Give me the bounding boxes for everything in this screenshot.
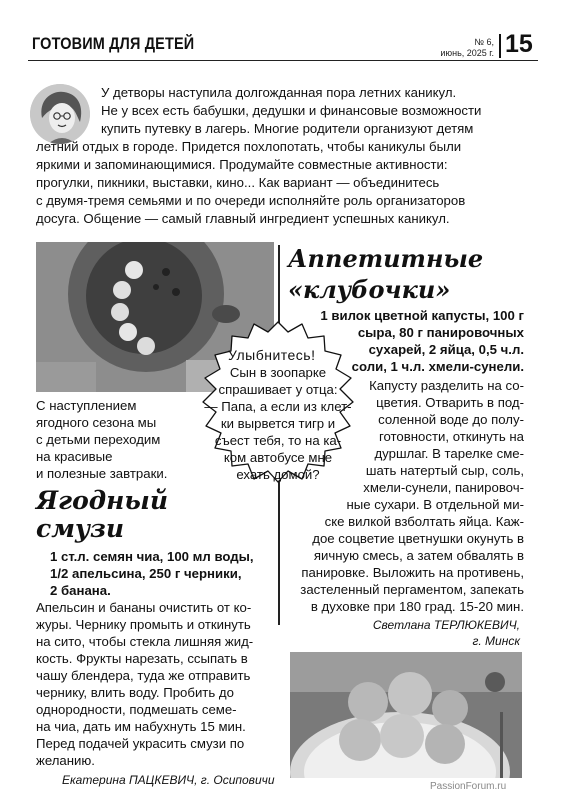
intro-line: летний отдых в городе. Придется похлопотать, чтобы каникулы были [36,139,462,154]
recipe-title: Аппетитные [288,244,484,273]
issue-info [432,37,494,59]
recipe-body-line: дуршлаг. В тарелке сме- [374,446,524,461]
joke-line: съест тебя, то на ка- [214,433,342,448]
recipe-body-line: цветия. Отварить в под- [376,395,524,410]
author-city: г. Минск [472,634,520,648]
joke-bubble-shape [178,314,378,514]
intro-caption-line: ягодного сезона мы [36,415,157,430]
intro-line: купить путевку в лагерь. Многие родители организуют детям [101,121,474,136]
section-title: ГОТОВИМ ДЛЯ ДЕТЕЙ [32,34,195,53]
intro-line: У детворы наступила долгожданная пора летних каникул. [101,85,457,100]
recipe-body-line: ске вилкой взболтать яйца. Каж- [324,514,524,529]
issue-number: № 6, [474,37,494,47]
header-rule [28,60,538,61]
cauliflower-balls-photo [290,652,522,778]
joke-line: ехать домой? [236,467,320,482]
joke-line: ки вырвется тигр и [220,416,336,431]
joke-line: Сын в зоопарке [229,365,327,380]
intro-line: с двумя-тремя семьями и по очереди исполняйте роль организаторов [36,193,466,208]
ingredients-line: сыра, 80 г панировочных [357,325,524,340]
recipe-body-line: на сито, чтобы стекла лишняя жид- [36,634,254,649]
author-signature: Светлана ТЕРЛЮКЕВИЧ, [372,618,520,632]
recipe-body-line: кость. Фрукты нарезать, ссыпать в [36,651,248,666]
recipe-body-line: Апельсин и бананы очистить от ко- [36,600,252,615]
ingredients-line: 1 вилок цветной капусты, 100 г [320,308,524,323]
header-divider [499,34,501,58]
recipe-body-line: Перед подачей украсить смузи по [36,736,245,751]
recipe-body-line: Капусту разделить на со- [369,378,524,393]
intro-line: Не у всех есть бабушки, дедушки и финансовые возможности [101,103,482,118]
joke-line: — Папа, а если из клет- [204,399,352,414]
intro-caption-line: с детьми переходим [36,432,161,447]
recipe-body-line: панировке. Выложить на противень, [301,565,524,580]
intro-caption-line: и полезные завтраки. [36,466,168,481]
intro-line: прогулки, пикники, выставки, кино... Как вариант — объединитесь [36,175,440,190]
page-number: 15 [505,30,533,58]
author-signature: Екатерина ПАЦКЕВИЧ, г. Осиповичи [62,773,275,787]
recipe-body-line: ные сухари. В отдельной ми- [346,497,524,512]
recipe-body-line: готовности, откинуть на [378,429,524,444]
recipe-body-line: в духовке при 180 град. 15-20 мин. [310,599,524,614]
ingredients-line: сухарей, 2 яйца, 0,5 ч.л. [368,342,524,357]
ingredients-line: 1/2 апельсина, 250 г черники, [50,566,242,581]
intro-line: досуга. Общение — самый главный ингредиент успешных каникул. [36,211,450,226]
recipe-body-line: застеленный пергаментом, запекать [300,582,524,597]
recipe-body-line: чашу блендера, туда же отправить [36,668,251,683]
recipe-body-line: однородности, подмешать семе- [36,702,237,717]
recipe-body-line: чернику, влить воду. Пробить до [36,685,234,700]
issue-date: июнь, 2025 г. [440,48,494,58]
recipe-body-line: желанию. [36,753,95,768]
recipe-title: смузи [36,514,125,543]
recipe-body-line: шать натертый сыр, соль, [365,463,524,478]
recipe-body-line: на чиа, дать им набухнуть 15 мин. [36,719,246,734]
recipe-body-line: журы. Чернику промыть и откинуть [36,617,251,632]
intro-line: яркими и запоминающимися. Продумайте совместные активности: [36,157,448,172]
joke-heading: Улыбнитесь! [228,347,316,363]
joke-line: ком автобусе мне [223,450,333,465]
watermark-text: PassionForum.ru [430,781,507,792]
intro-caption-line: С наступлением [36,398,137,413]
author-avatar-illustration [30,84,90,144]
recipe-title: «клубочки» [288,275,451,304]
ingredients-line: 2 банана. [50,583,111,598]
ingredients-line: соли, 1 ч.л. хмели-сунели. [351,359,524,374]
joke-line: спрашивает у отца: [218,382,338,397]
recipe-body-line: дое соцветие цветнушки окунуть в [312,531,524,546]
ingredients-line: 1 ст.л. семян чиа, 100 мл воды, [50,549,254,564]
recipe-body-line: яичную смесь, а затем обвалять в [313,548,524,563]
recipe-title: Ягодный [36,486,169,515]
recipe-body-line: хмели-сунели, панировоч- [363,480,524,495]
recipe-body-line: соленной воде до полу- [378,412,524,427]
intro-caption-line: на красивые [36,449,113,464]
